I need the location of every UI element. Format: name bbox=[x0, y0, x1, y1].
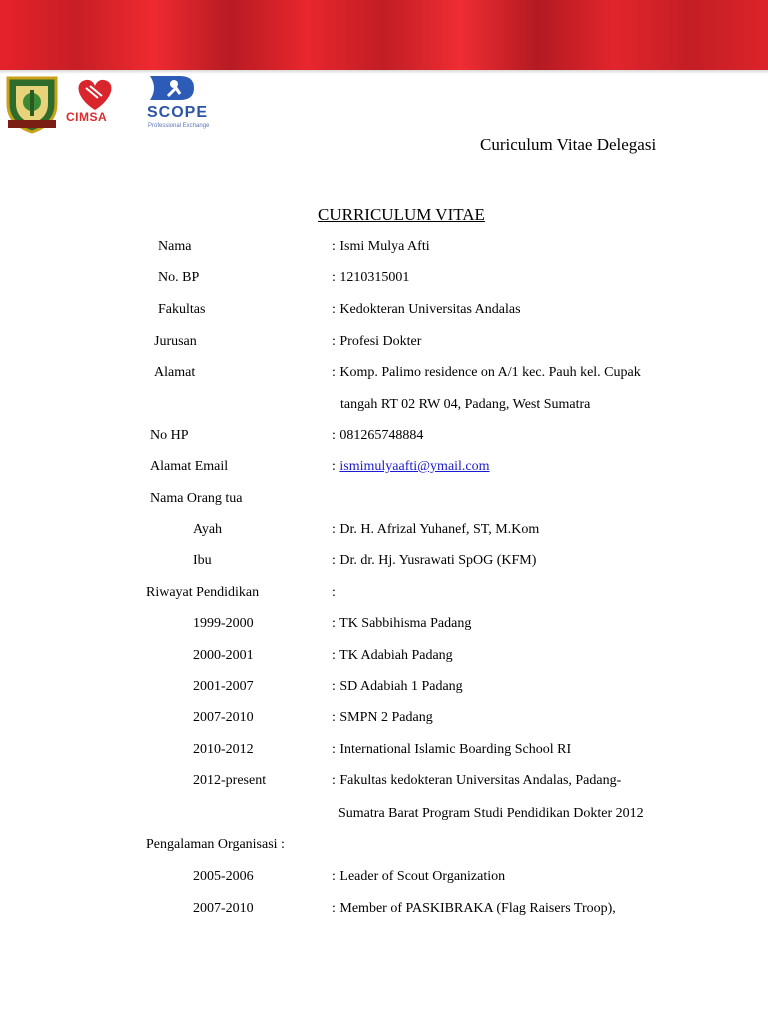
education-school: : SMPN 2 Padang bbox=[332, 710, 433, 725]
field-label-no-hp: No HP bbox=[150, 428, 189, 443]
education-school: : TK Sabbihisma Padang bbox=[332, 616, 472, 631]
email-prefix: : bbox=[332, 459, 340, 474]
education-year: 1999-2000 bbox=[193, 616, 254, 631]
field-value-ayah: : Dr. H. Afrizal Yuhanef, ST, M.Kom bbox=[332, 522, 540, 537]
field-label-jurusan: Jurusan bbox=[154, 334, 197, 349]
field-label-parents: Nama Orang tua bbox=[150, 491, 243, 506]
organization-year: 2005-2006 bbox=[193, 869, 254, 884]
education-year: 2001-2007 bbox=[193, 679, 254, 694]
field-value-no-hp: : 081265748884 bbox=[332, 428, 424, 443]
field-label-email: Alamat Email bbox=[150, 459, 229, 474]
field-value-email bbox=[332, 459, 490, 475]
education-year: 2012-present bbox=[193, 773, 267, 788]
cimsa-logo-text: CIMSA bbox=[66, 110, 108, 124]
field-label-education: Riwayat Pendidikan bbox=[146, 585, 260, 600]
field-value-ibu: : Dr. dr. Hj. Yusrawati SpOG (KFM) bbox=[332, 553, 537, 568]
cimsa-logo bbox=[64, 74, 126, 136]
email-link[interactable]: ismimulyaafti@ymail.com bbox=[339, 459, 490, 474]
organization-role: : Member of PASKIBRAKA (Flag Raisers Troop), bbox=[332, 901, 616, 916]
education-year: 2000-2001 bbox=[193, 648, 254, 663]
page-title: CURRICULUM VITAE bbox=[318, 205, 485, 224]
field-value-alamat: : Komp. Palimo residence on A/1 kec. Pauh kel. Cupak bbox=[332, 365, 641, 380]
field-value-nama: : Ismi Mulya Afti bbox=[332, 239, 430, 254]
organization-year: 2007-2010 bbox=[193, 901, 254, 916]
field-label-no-bp: No. BP bbox=[158, 270, 200, 285]
header-banner bbox=[0, 0, 768, 70]
field-value-no-bp: : 1210315001 bbox=[332, 270, 410, 285]
education-school: : TK Adabiah Padang bbox=[332, 648, 453, 663]
field-label-alamat: Alamat bbox=[154, 365, 196, 380]
education-school: : SD Adabiah 1 Padang bbox=[332, 679, 463, 694]
field-label-ayah: Ayah bbox=[193, 522, 223, 537]
education-school: : Fakultas kedokteran Universitas Andalas, Padang- bbox=[332, 773, 622, 788]
field-value-jurusan: : Profesi Dokter bbox=[332, 334, 422, 349]
field-label-ibu: Ibu bbox=[193, 553, 212, 568]
organization-heading: Pengalaman Organisasi : bbox=[146, 837, 285, 852]
scope-logo-subtitle: Professional Exchange bbox=[148, 123, 210, 129]
field-value-fakultas: : Kedokteran Universitas Andalas bbox=[332, 302, 521, 317]
field-label-fakultas: Fakultas bbox=[158, 302, 206, 317]
education-year: 2010-2012 bbox=[193, 742, 254, 757]
education-school: : International Islamic Boarding School RI bbox=[332, 742, 572, 757]
document-header: Curiculum Vitae Delegasi bbox=[480, 135, 657, 154]
education-year: 2007-2010 bbox=[193, 710, 254, 725]
field-label-nama: Nama bbox=[158, 239, 192, 254]
education-school-line2: Sumatra Barat Program Studi Pendidikan Dokter 2012 bbox=[338, 806, 644, 821]
organization-role: : Leader of Scout Organization bbox=[332, 869, 506, 884]
university-logo bbox=[4, 74, 60, 134]
field-value-education: : bbox=[332, 585, 336, 600]
scope-logo-text: SCOPE bbox=[147, 104, 209, 121]
field-value-alamat-line2: tangah RT 02 RW 04, Padang, West Sumatra bbox=[340, 397, 591, 412]
